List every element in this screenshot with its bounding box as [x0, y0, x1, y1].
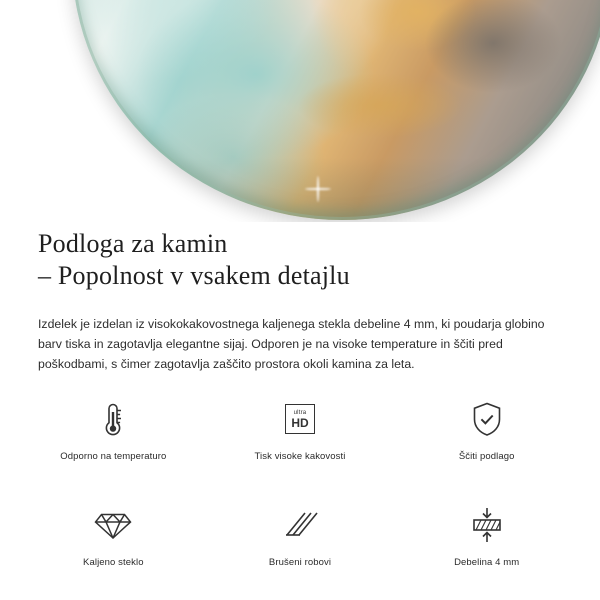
feature-label: Tisk visoke kakovosti	[254, 451, 346, 462]
feature-high-quality-print	[207, 396, 394, 462]
hero-image	[0, 0, 600, 222]
polished-edges-icon	[282, 502, 318, 548]
feature-protects-surface	[393, 396, 580, 462]
ultra-hd-icon	[285, 396, 315, 442]
feature-polished-edges	[207, 502, 394, 568]
feature-label: Odporno na temperaturo	[60, 451, 167, 462]
diamond-icon	[93, 502, 133, 548]
page-title	[38, 228, 568, 292]
headline-line-1: Podloga za kamin	[38, 229, 228, 258]
shield-check-icon	[469, 396, 505, 442]
feature-tempered-glass	[20, 502, 207, 568]
thermometer-icon	[96, 396, 130, 442]
text-content	[38, 228, 568, 374]
headline-line-2: – Popolnost v vsakem detajlu	[38, 261, 350, 290]
marble-ink-art	[72, 0, 600, 220]
feature-label: Brušeni robovi	[268, 557, 332, 568]
feature-temperature-resistant	[20, 396, 207, 462]
feature-label: Ščiti podlago	[458, 451, 515, 462]
thickness-arrows-icon	[467, 502, 507, 548]
ultra-hd-top-text: ultra	[293, 409, 307, 416]
feature-label: Debelina 4 mm	[454, 557, 520, 568]
body-paragraph: Izdelek je izdelan iz visokokakovostnega kaljenega stekla debeline 4 mm, ki poudarja globino barv tiska in zagotavlja elegantne sijaj. Odporen je na visoke temperature in ščiti pred poškodbami, s čimer zagotavlja zaščito prostora okoli kamina za leta.	[38, 317, 545, 371]
feature-label: Kaljeno steklo	[83, 557, 144, 568]
feature-thickness	[393, 502, 580, 568]
ultra-hd-bottom-text: HD	[291, 415, 309, 430]
feature-grid	[20, 396, 580, 568]
glass-disc-artwork	[72, 0, 600, 220]
